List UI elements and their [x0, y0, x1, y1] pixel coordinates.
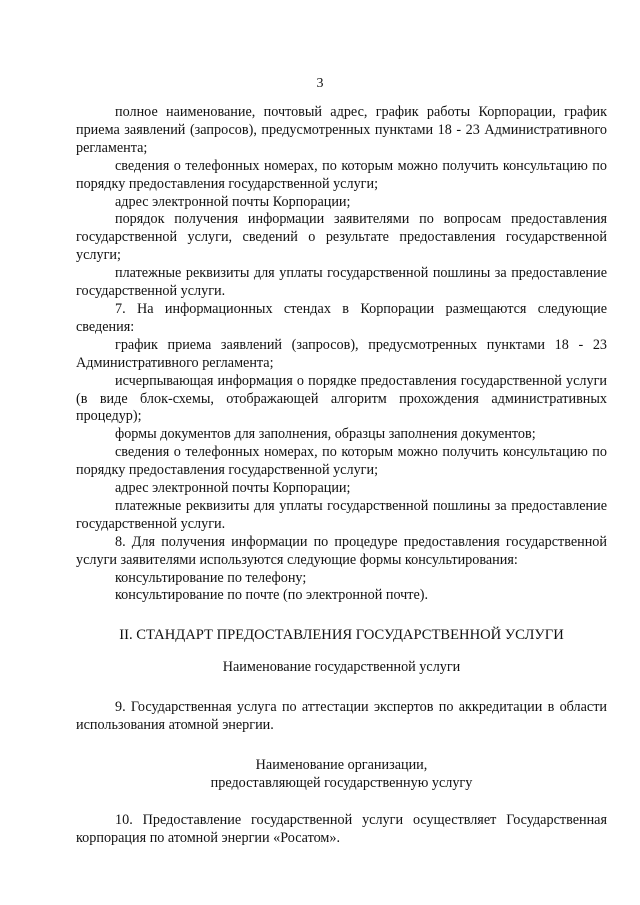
- paragraph: адрес электронной почты Корпорации;: [115, 480, 351, 497]
- section-title: II. СТАНДАРТ ПРЕДОСТАВЛЕНИЯ ГОСУДАРСТВЕННОЙ УСЛУГИ: [119, 627, 564, 644]
- paragraph: исчерпывающая информация о порядке предоставления государственной услуги (в виде блок-схемы, отображающей алгоритм прохождения административных процедур);: [76, 372, 607, 425]
- paragraph-10: 10. Предоставление государственной услуги осуществляет Государственная корпорация по атомной энергии «Росатом».: [76, 811, 607, 846]
- paragraph: адрес электронной почты Корпорации;: [115, 193, 351, 210]
- paragraph: сведения о телефонных номерах, по которым можно получить консультацию по порядку предоставления государственной услуги;: [76, 444, 607, 479]
- paragraph: график приема заявлений (запросов), предусмотренных пунктами 18 - 23 Административного регламента;: [76, 336, 607, 371]
- subheading-service-name: Наименование государственной услуги: [222, 659, 461, 676]
- page-number: 3: [316, 76, 324, 91]
- paragraph: сведения о телефонных номерах, по которым можно получить консультацию по порядку предоставления государственной услуги;: [76, 157, 607, 192]
- paragraph: консультирование по телефону;: [115, 569, 307, 586]
- paragraph-9: 9. Государственная услуга по аттестации экспертов по аккредитации в области использования атомной энергии.: [76, 699, 607, 734]
- paragraph: формы документов для заполнения, образцы заполнения документов;: [115, 426, 536, 443]
- paragraph: 7. На информационных стендах в Корпорации размещаются следующие сведения:: [76, 300, 607, 335]
- paragraph: 8. Для получения информации по процедуре предоставления государственной услуги заявителями используются следующие формы консультирования:: [76, 533, 607, 568]
- paragraph: полное наименование, почтовый адрес, график работы Корпорации, график приема заявлений (запросов), предусмотренных пунктами 18 - 23 Административного регламента;: [76, 104, 607, 156]
- paragraph: платежные реквизиты для уплаты государственной пошлины за предоставление государственной услуги.: [76, 497, 607, 532]
- paragraph: платежные реквизиты для уплаты государственной пошлины за предоставление государственной услуги.: [76, 265, 607, 300]
- document-body: [76, 104, 607, 848]
- paragraph: консультирование по почте (по электронной почте).: [115, 587, 429, 604]
- subheading-organization-line2: предоставляющей государственную услугу: [210, 774, 473, 791]
- paragraph: порядок получения информации заявителями по вопросам предоставления государственной услуги, сведений о результате предоставления государственной услуги;: [76, 211, 607, 264]
- subheading-organization-line1: Наименование организации,: [255, 757, 428, 773]
